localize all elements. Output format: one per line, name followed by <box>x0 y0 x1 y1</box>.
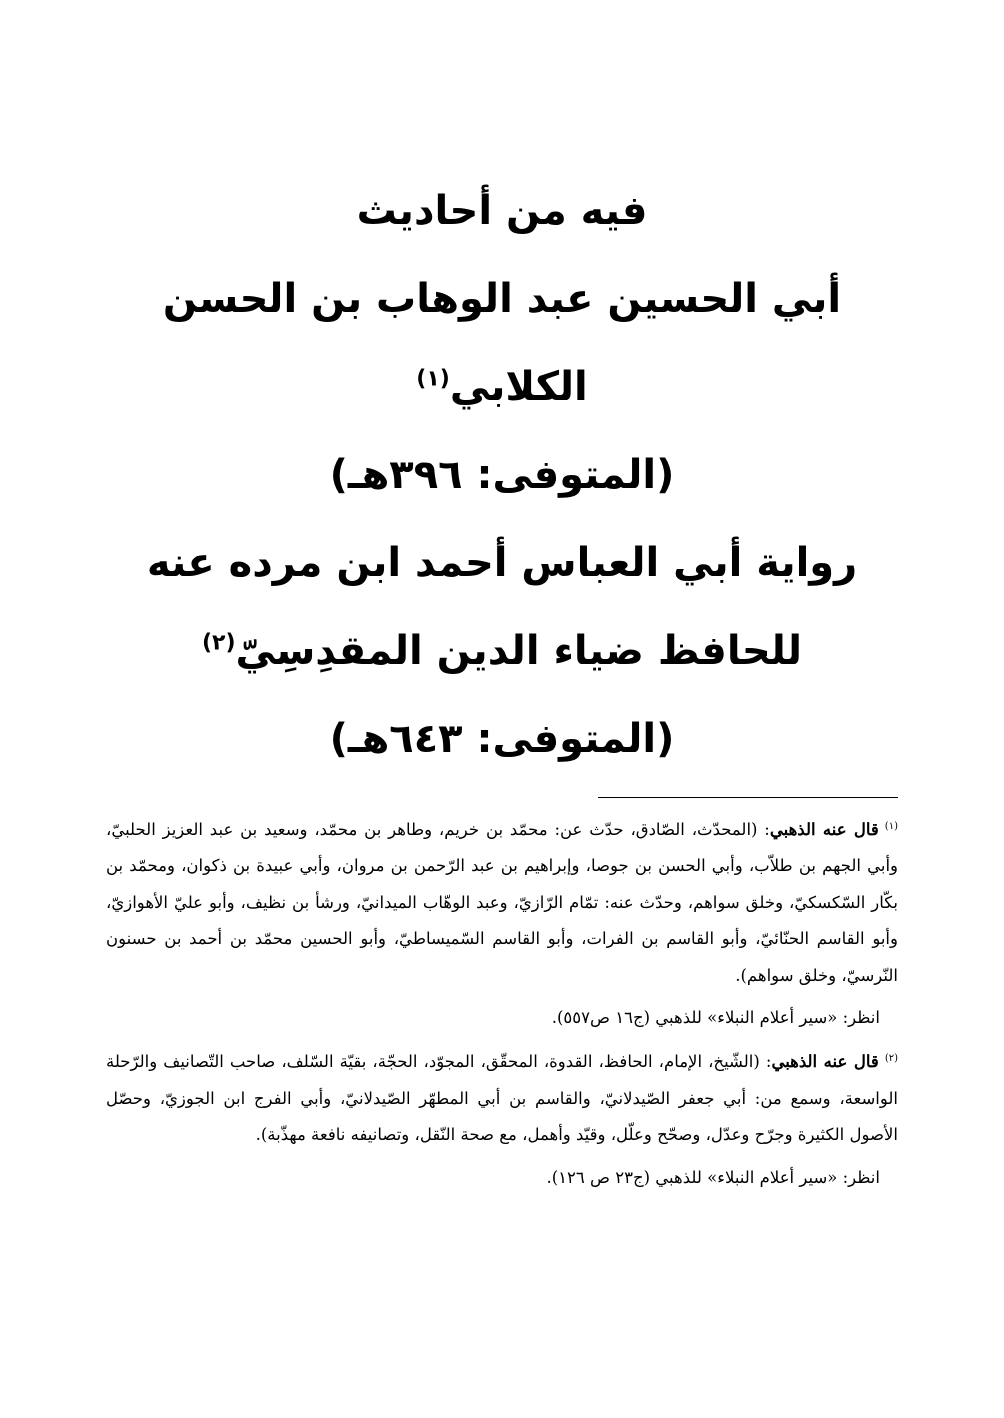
footnote-2-mark: (٢) <box>884 1052 898 1064</box>
title-line-4: (المتوفى: ٣٩٦هـ) <box>329 452 675 498</box>
title-line-3 <box>100 354 904 442</box>
footnote-1-lead: قال عنه الذهبي <box>769 820 879 839</box>
title-line-2: أبي الحسين عبد الوهاب بن الحسن <box>162 276 842 322</box>
title-line-7: (المتوفى: ٦٤٣هـ) <box>329 716 675 762</box>
footnote-separator <box>598 797 898 798</box>
footnote-2-text: : (الشّيخ، الإمام، الحافظ، القدوة، المحقّق، المجوّد، الحجّة، بقيّة السّلف، صاحب التّصانيف والرّحلة الواسعة، وسمع من: أبي جعفر الصّيدلانيّ، والقاسم بن أبي المطهّر الصّيدلانيّ، وأبي الفرج ابن الجوزيّ، وحصّل الأصول الكثيرة وجرّح وعدّل، وصحّح وعلّل، وقيّد وأهمل، مع صحة النّقل، وتصانيفه نافعة مهذّبة). <box>106 1052 898 1145</box>
footnote-1-text: : (المحدّث، الصّادق، حدّث عن: محمّد بن خريم، وطاهر بن محمّد، وسعيد بن عبد العزيز الحلبيّ، وأبي الجهم بن طلاّب، وأبي الحسن بن جوصا، وإبراهيم بن عبد الرّحمن بن مروان، وأبي عبيدة بن ذكوان، ومحمّد بن بكّار السّكسكيّ، وخلق سواهم، وحدّث عنه: تمّام الرّازيّ، وعبد الوهّاب الميدانيّ، ورشأ بن نظيف، وأبو عليّ الأهوازيّ، وأبو القاسم الحنّائيّ، وأبو القاسم بن الفرات، وأبو القاسم السّميساطيّ، وأبو الحسين محمّد بن أحمد بن حسنون النّرسيّ، وخلق سواهم). <box>106 820 898 985</box>
title-line-6-text: للحافظ ضياء الدين المقدِسِيّ <box>235 628 803 674</box>
title-line-6 <box>100 618 904 706</box>
footnote-1-reference: انظر: «سير أعلام النبلاء» للذهبي (ج١٦ ص٥٥٧). <box>551 1008 880 1028</box>
footnote-2 <box>106 1044 898 1153</box>
footnote-2-lead: قال عنه الذهبي <box>771 1052 879 1072</box>
footnote-1-mark: (١) <box>884 820 898 832</box>
title-line-3-text: الكلابي <box>449 364 588 410</box>
title-block <box>100 178 904 794</box>
footnotes-section <box>106 812 898 1204</box>
title-line-5: رواية أبي العباس أحمد ابن مرده عنه <box>146 540 858 586</box>
footnote-ref-2[interactable]: (٢) <box>201 630 236 656</box>
footnote-ref-1[interactable]: (١) <box>416 366 450 392</box>
title-line-1: فيه من أحاديث <box>356 188 648 234</box>
footnote-1 <box>106 812 898 994</box>
footnote-2-reference: انظر: «سير أعلام النبلاء» للذهبي (ج٢٣ ص ١٢٦). <box>546 1167 880 1187</box>
